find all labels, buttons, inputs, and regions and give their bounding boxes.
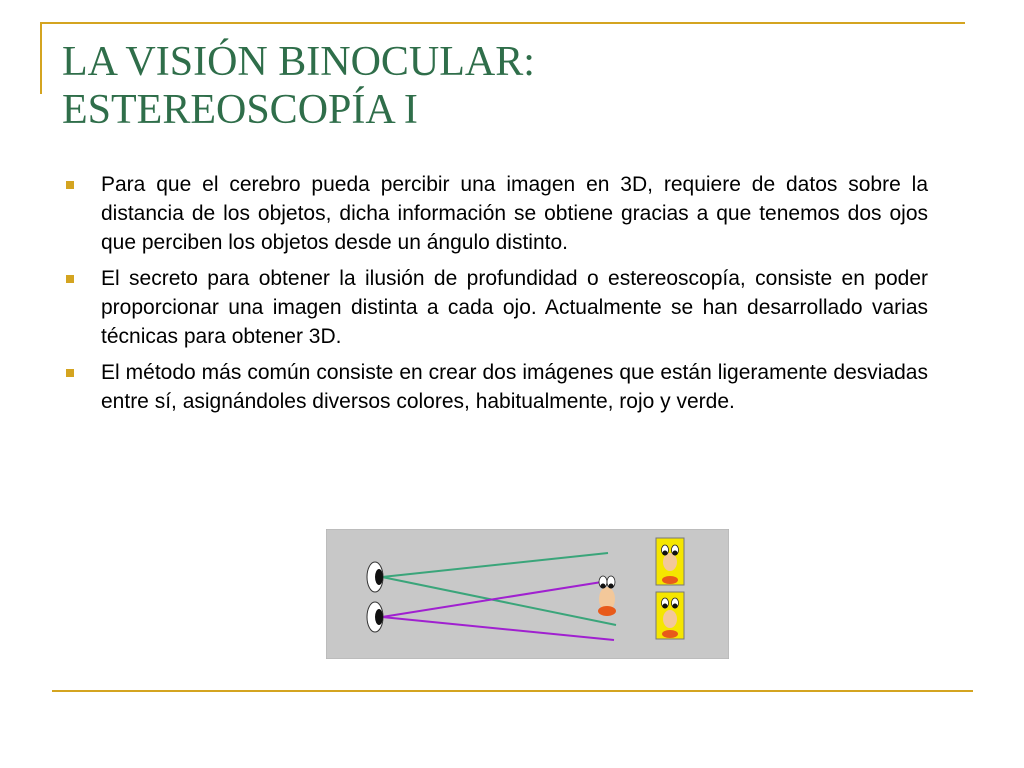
slide-title-line-1: LA VISIÓN BINOCULAR: xyxy=(62,39,535,85)
stereoscopy-diagram xyxy=(326,529,729,659)
slide-title xyxy=(62,38,962,134)
top-border-rule xyxy=(40,22,965,24)
bottom-border-rule xyxy=(52,690,973,692)
bullet-item xyxy=(62,170,928,257)
left-border-rule xyxy=(40,22,42,94)
eye-icon xyxy=(367,562,383,592)
bullet-list xyxy=(62,170,928,423)
bullet-square-icon xyxy=(66,369,74,377)
eye-icon xyxy=(367,602,383,632)
bullet-item xyxy=(62,264,928,351)
bullet-item xyxy=(62,358,928,416)
cartoon-face-icon xyxy=(598,576,616,616)
bullet-text: Para que el cerebro pueda percibir una imagen en 3D, requiere de datos sobre la distancia de los objetos, dicha información se obtiene gracias a que tenemos dos ojos que perciben los objetos desde un ángulo distinto. xyxy=(101,173,928,254)
cartoon-face-icon xyxy=(656,592,684,639)
bullet-text: El método más común consiste en crear dos imágenes que están ligeramente desviadas entre sí, asignándoles diversos colores, habitualmente, rojo y verde. xyxy=(101,361,928,413)
slide-title-line-2: ESTEREOSCOPÍA I xyxy=(62,87,418,133)
bullet-text: El secreto para obtener la ilusión de profundidad o estereoscopía, consiste en poder proporcionar una imagen distinta a cada ojo. Actualmente se han desarrollado varias técnicas para obtener 3D. xyxy=(101,267,928,348)
cartoon-face-icon xyxy=(656,538,684,585)
bullet-square-icon xyxy=(66,181,74,189)
bullet-square-icon xyxy=(66,275,74,283)
